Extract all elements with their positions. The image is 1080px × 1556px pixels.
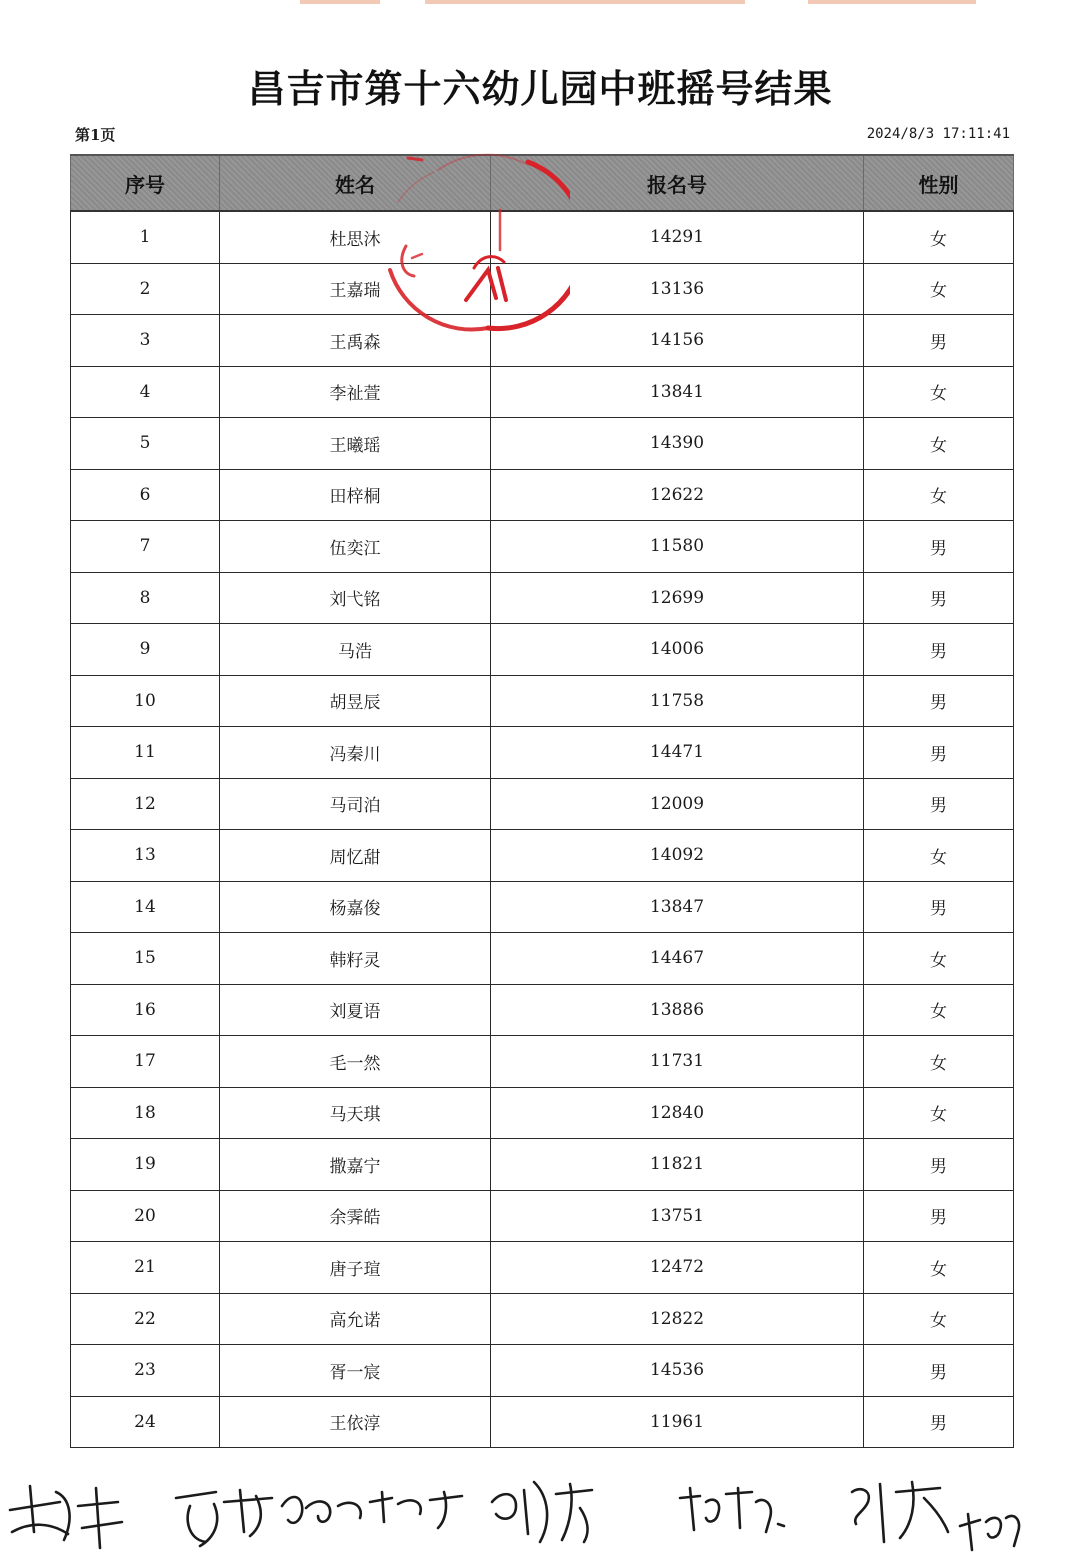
cell-gender: 男 — [864, 778, 1014, 830]
table-row — [71, 675, 1014, 727]
cell-reg-number: 14156 — [491, 315, 864, 367]
cell-name: 马浩 — [220, 624, 491, 676]
cell-name: 韩籽灵 — [220, 933, 491, 985]
cell-seq: 2 — [71, 263, 220, 315]
cell-reg-number: 11961 — [491, 1396, 864, 1448]
cell-seq: 14 — [71, 881, 220, 933]
cell-reg-number: 11580 — [491, 521, 864, 573]
cell-gender: 女 — [864, 1087, 1014, 1139]
cell-seq: 7 — [71, 521, 220, 573]
cell-gender: 女 — [864, 418, 1014, 470]
cell-seq: 13 — [71, 830, 220, 882]
cell-gender: 女 — [864, 366, 1014, 418]
cell-gender: 男 — [864, 1190, 1014, 1242]
table-row — [71, 366, 1014, 418]
cell-gender: 女 — [864, 469, 1014, 521]
table-row — [71, 1087, 1014, 1139]
table-header-row — [71, 155, 1014, 211]
cell-seq: 6 — [71, 469, 220, 521]
cell-gender: 女 — [864, 1242, 1014, 1294]
cell-reg-number: 12472 — [491, 1242, 864, 1294]
cell-seq: 5 — [71, 418, 220, 470]
cell-gender: 男 — [864, 572, 1014, 624]
cell-name: 唐子瑄 — [220, 1242, 491, 1294]
cell-gender: 男 — [864, 675, 1014, 727]
table-row — [71, 315, 1014, 367]
table-row — [71, 211, 1014, 263]
cell-name: 撒嘉宁 — [220, 1139, 491, 1191]
cell-name: 刘弋铭 — [220, 572, 491, 624]
cell-reg-number: 13136 — [491, 263, 864, 315]
table-row — [71, 469, 1014, 521]
cell-seq: 4 — [71, 366, 220, 418]
cell-name: 王禹森 — [220, 315, 491, 367]
table-row — [71, 1190, 1014, 1242]
header-seq: 序号 — [71, 155, 220, 211]
cell-reg-number: 13847 — [491, 881, 864, 933]
cell-reg-number: 12009 — [491, 778, 864, 830]
cell-gender: 女 — [864, 1293, 1014, 1345]
cell-reg-number: 14006 — [491, 624, 864, 676]
cell-seq: 22 — [71, 1293, 220, 1345]
cell-name: 高允诺 — [220, 1293, 491, 1345]
table-row — [71, 1139, 1014, 1191]
cell-gender: 男 — [864, 727, 1014, 779]
cell-seq: 1 — [71, 211, 220, 263]
page-label: 第1页 — [75, 126, 116, 144]
cell-seq: 9 — [71, 624, 220, 676]
cell-name: 王嘉瑞 — [220, 263, 491, 315]
cell-reg-number: 14467 — [491, 933, 864, 985]
cell-reg-number: 14390 — [491, 418, 864, 470]
cell-seq: 11 — [71, 727, 220, 779]
top-edge-strip — [425, 0, 745, 4]
table-row — [71, 572, 1014, 624]
cell-seq: 23 — [71, 1345, 220, 1397]
cell-gender: 男 — [864, 521, 1014, 573]
cell-seq: 18 — [71, 1087, 220, 1139]
table-row — [71, 263, 1014, 315]
cell-name: 刘夏语 — [220, 984, 491, 1036]
cell-reg-number: 12622 — [491, 469, 864, 521]
cell-name: 毛一然 — [220, 1036, 491, 1088]
header-gender: 性别 — [864, 155, 1014, 211]
cell-reg-number: 13841 — [491, 366, 864, 418]
cell-reg-number: 12840 — [491, 1087, 864, 1139]
cell-name: 田梓桐 — [220, 469, 491, 521]
print-timestamp: 2024/8/3 17:11:41 — [866, 126, 1010, 142]
table-header — [71, 155, 1014, 211]
table-row — [71, 521, 1014, 573]
header-name: 姓名 — [220, 155, 491, 211]
cell-seq: 17 — [71, 1036, 220, 1088]
cell-seq: 12 — [71, 778, 220, 830]
cell-reg-number: 13886 — [491, 984, 864, 1036]
cell-name: 胥一宸 — [220, 1345, 491, 1397]
handwritten-signatures — [0, 1462, 1080, 1556]
cell-reg-number: 14291 — [491, 211, 864, 263]
cell-seq: 20 — [71, 1190, 220, 1242]
cell-gender: 女 — [864, 933, 1014, 985]
document-title: 昌吉市第十六幼儿园中班摇号结果 — [247, 67, 833, 111]
table-row — [71, 624, 1014, 676]
cell-name: 冯秦川 — [220, 727, 491, 779]
cell-reg-number: 14092 — [491, 830, 864, 882]
table-body — [71, 211, 1014, 1448]
top-edge-strip — [808, 0, 976, 4]
table-row — [71, 778, 1014, 830]
cell-reg-number: 13751 — [491, 1190, 864, 1242]
table-row — [71, 1396, 1014, 1448]
cell-name: 李祉萱 — [220, 366, 491, 418]
cell-gender: 男 — [864, 1345, 1014, 1397]
cell-reg-number: 14471 — [491, 727, 864, 779]
cell-reg-number: 11758 — [491, 675, 864, 727]
cell-name: 周忆甜 — [220, 830, 491, 882]
cell-reg-number: 11731 — [491, 1036, 864, 1088]
cell-seq: 3 — [71, 315, 220, 367]
cell-reg-number: 11821 — [491, 1139, 864, 1191]
cell-name: 王曦瑶 — [220, 418, 491, 470]
cell-gender: 女 — [864, 263, 1014, 315]
cell-name: 马司泊 — [220, 778, 491, 830]
header-reg-number: 报名号 — [491, 155, 864, 211]
cell-seq: 24 — [71, 1396, 220, 1448]
table-row — [71, 1242, 1014, 1294]
cell-seq: 8 — [71, 572, 220, 624]
cell-name: 杜思沐 — [220, 211, 491, 263]
table-row — [71, 418, 1014, 470]
cell-gender: 男 — [864, 1396, 1014, 1448]
cell-name: 胡昱辰 — [220, 675, 491, 727]
cell-name: 余霁皓 — [220, 1190, 491, 1242]
cell-gender: 男 — [864, 1139, 1014, 1191]
table-row — [71, 933, 1014, 985]
cell-gender: 男 — [864, 624, 1014, 676]
cell-gender: 女 — [864, 984, 1014, 1036]
table-row — [71, 727, 1014, 779]
cell-reg-number: 12822 — [491, 1293, 864, 1345]
cell-seq: 15 — [71, 933, 220, 985]
table-row — [71, 1036, 1014, 1088]
cell-name: 伍奕江 — [220, 521, 491, 573]
table-row — [71, 984, 1014, 1036]
table-row — [71, 1293, 1014, 1345]
cell-name: 杨嘉俊 — [220, 881, 491, 933]
cell-seq: 16 — [71, 984, 220, 1036]
cell-seq: 10 — [71, 675, 220, 727]
cell-gender: 男 — [864, 315, 1014, 367]
cell-gender: 女 — [864, 211, 1014, 263]
cell-gender: 女 — [864, 1036, 1014, 1088]
table-row — [71, 1345, 1014, 1397]
cell-seq: 19 — [71, 1139, 220, 1191]
table-row — [71, 881, 1014, 933]
cell-reg-number: 14536 — [491, 1345, 864, 1397]
cell-reg-number: 12699 — [491, 572, 864, 624]
table-row — [71, 830, 1014, 882]
cell-gender: 男 — [864, 881, 1014, 933]
top-edge-strip — [300, 0, 380, 4]
cell-name: 王依淳 — [220, 1396, 491, 1448]
cell-seq: 21 — [71, 1242, 220, 1294]
cell-gender: 女 — [864, 830, 1014, 882]
lottery-results-table — [70, 154, 1014, 1448]
cell-name: 马天琪 — [220, 1087, 491, 1139]
